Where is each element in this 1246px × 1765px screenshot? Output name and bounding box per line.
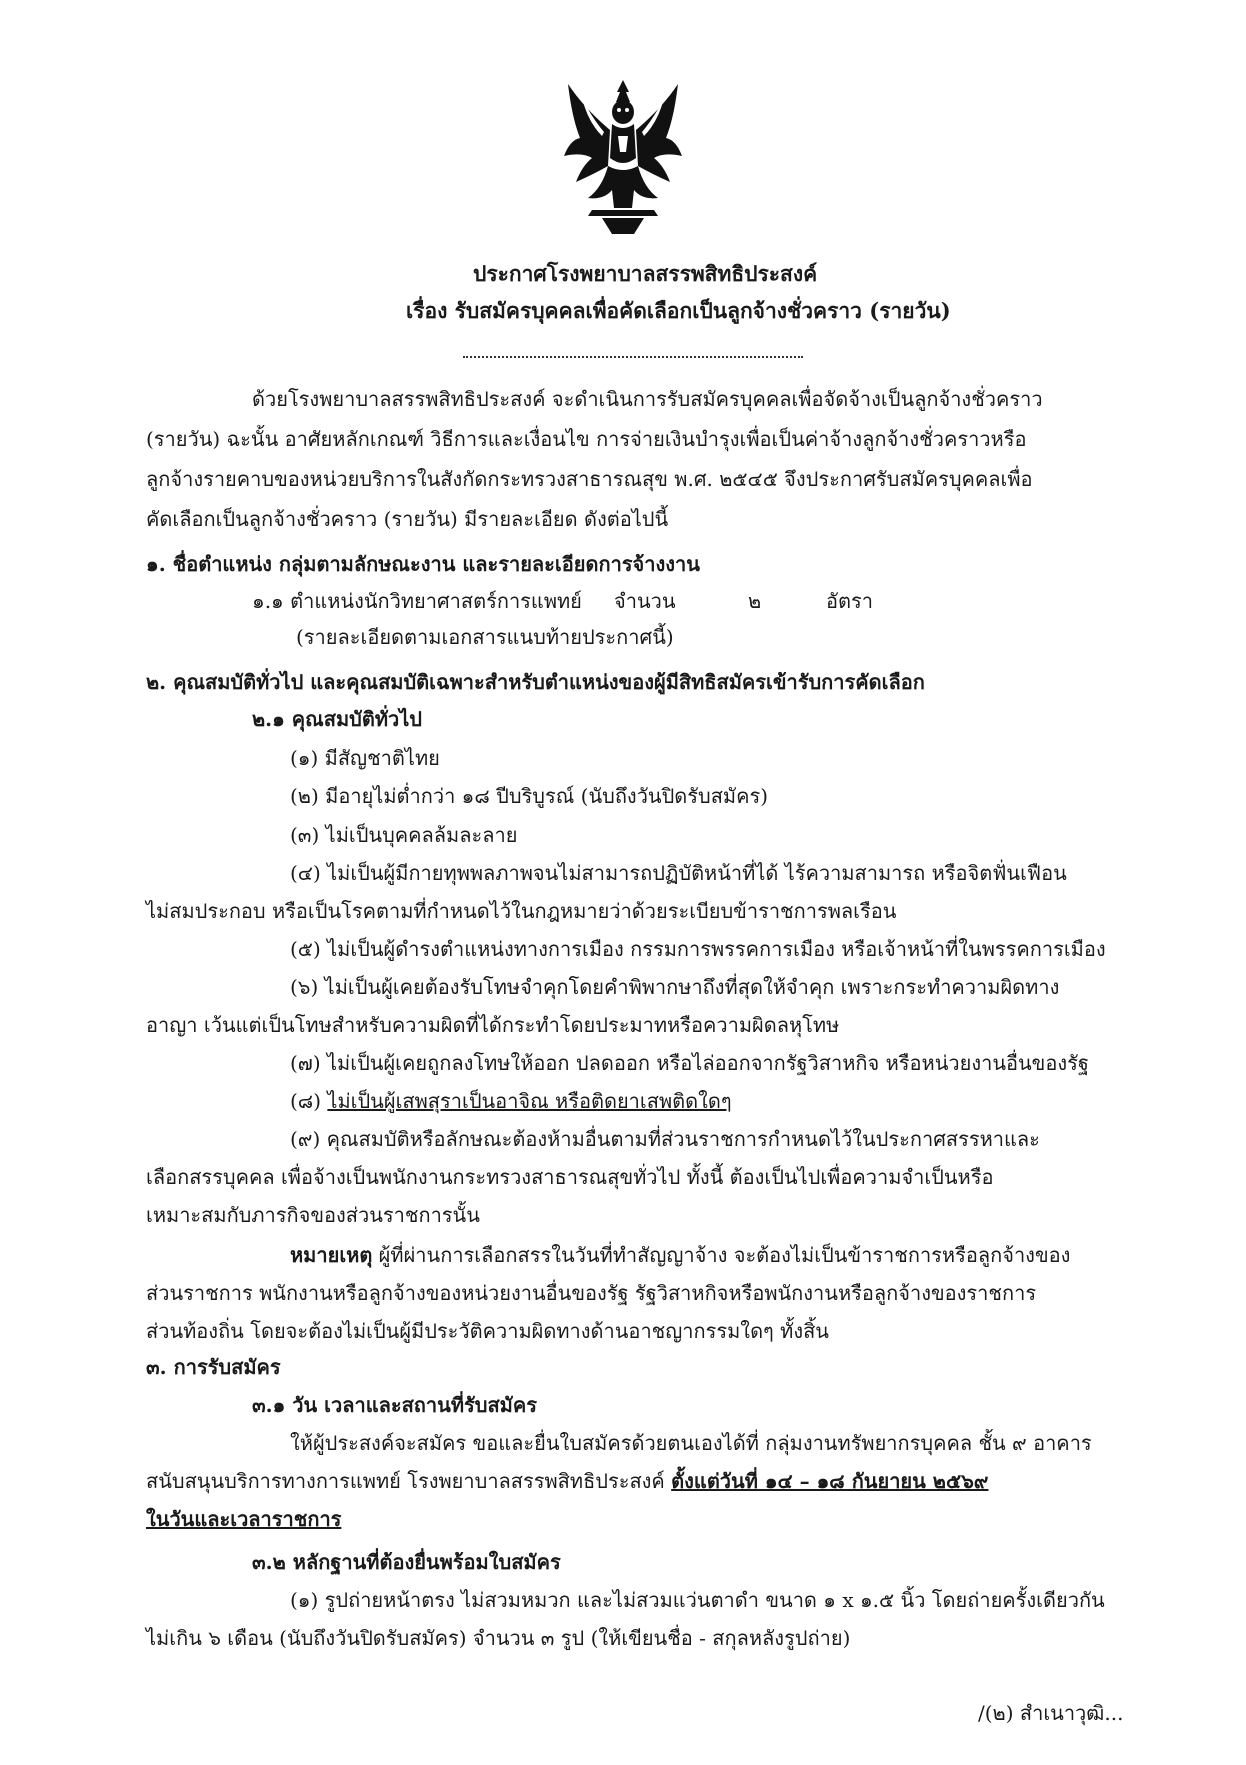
section3-p2-line2: ไม่เกิน ๖ เดือน (นับถึงวันปิดรับสมัคร) จำนวน ๓ รูป (ให้เขียนชื่อ - สกุลหลังรูปถ่าย) — [146, 1626, 851, 1650]
qualification-4a: (๔) ไม่เป็นผู้มีกายทุพพลภาพจนไม่สามารถปฏิบัติหน้าที่ได้ ไร้ความสามารถ หรือจิตฟั่นเฟือน — [290, 861, 1067, 885]
remark-line-2: ส่วนราชการ พนักงานหรือลูกจ้างของหน่วยงานอื่นของรัฐ รัฐวิสาหกิจหรือพนักงานหรือลูกจ้างของราชการ — [146, 1281, 1037, 1305]
section3-sub1: ๓.๑ วัน เวลาและสถานที่รับสมัคร — [252, 1393, 537, 1417]
qualification-9a: (๙) คุณสมบัติหรือลักษณะต้องห้ามอื่นตามที่ส่วนราชการกำหนดไว้ในประกาศสรรหาและ — [290, 1127, 1040, 1151]
announcement-subject: เรื่อง รับสมัครบุคคลเพื่อคัดเลือกเป็นลูกจ้างชั่วคราว (รายวัน) — [406, 298, 951, 323]
section1-count-label: จำนวน — [614, 589, 676, 613]
section1-count: ๒ — [748, 589, 762, 613]
section3-p1-line1: ให้ผู้ประสงค์จะสมัคร ขอและยื่นใบสมัครด้วยตนเองได้ที่ กลุ่มงานทรัพยากรบุคคล ชั้น ๙ อาคาร — [290, 1431, 1092, 1455]
remark-text: ผู้ที่ผ่านการเลือกสรรในวันที่ทำสัญญาจ้าง จะต้องไม่เป็นข้าราชการหรือลูกจ้างของ — [372, 1243, 1071, 1267]
intro-line-4: คัดเลือกเป็นลูกจ้างชั่วคราว (รายวัน) มีรายละเอียด ดังต่อไปนี้ — [146, 507, 669, 531]
intro-line-1: ด้วยโรงพยาบาลสรรพสิทธิประสงค์ จะดำเนินการรับสมัครบุคคลเพื่อจัดจ้างเป็นลูกจ้างชั่วคราว — [252, 387, 1043, 411]
qualification-9c: เหมาะสมกับภารกิจของส่วนราชการนั้น — [146, 1203, 480, 1227]
announcement-title: ประกาศโรงพยาบาลสรรพสิทธิประสงค์ — [473, 261, 818, 286]
qualification-6a: (๖) ไม่เป็นผู้เคยต้องรับโทษจำคุกโดยคำพิพากษาถึงที่สุดให้จำคุก เพราะกระทำความผิดทาง — [290, 975, 1060, 999]
remark-label: หมายเหตุ — [290, 1243, 373, 1267]
qualification-2: (๒) มีอายุไม่ต่ำกว่า ๑๘ ปีบริบูรณ์ (นับถึงวันปิดรับสมัคร) — [290, 784, 769, 808]
section1-heading: ๑. ชื่อตำแหน่ง กลุ่มตามลักษณะงาน และรายละเอียดการจ้างงาน — [146, 552, 700, 576]
section1-position: ๑.๑ ตำแหน่งนักวิทยาศาสตร์การแพทย์ — [252, 589, 582, 613]
garuda-emblem-icon — [562, 78, 684, 236]
application-hours: ในวันและเวลาราชการ — [146, 1507, 342, 1531]
section3-location: สนับสนุนบริการทางการแพทย์ โรงพยาบาลสรรพสิทธิประสงค์ — [146, 1469, 672, 1493]
qualification-8-number: (๘) — [290, 1089, 328, 1113]
section3-p2-line1: (๑) รูปถ่ายหน้าตรง ไม่สวมหมวก และไม่สวมแว่นตาดำ ขนาด ๑ x ๑.๕ นิ้ว โดยถ่ายครั้งเดียวกัน — [290, 1588, 1105, 1612]
continued-note: /(๒) สำเนาวุฒิ... — [978, 1701, 1124, 1725]
intro-line-2: (รายวัน) ฉะนั้น อาศัยหลักเกณฑ์ วิธีการและเงื่อนไข การจ่ายเงินบำรุงเพื่อเป็นค่าจ้างลูกจ้างชั่วคราวหรือ — [146, 427, 1027, 451]
qualification-3: (๓) ไม่เป็นบุคคลล้มละลาย — [290, 823, 518, 847]
qualification-6b: อาญา เว้นแต่เป็นโทษสำหรับความผิดที่ได้กระทำโดยประมาทหรือความผิดลหุโทษ — [146, 1013, 840, 1037]
section1-unit: อัตรา — [826, 589, 873, 613]
intro-line-3: ลูกจ้างรายคาบของหน่วยบริการในสังกัดกระทรวงสาธารณสุข พ.ศ. ๒๕๔๕ จึงประกาศรับสมัครบุคคลเพื่อ — [146, 467, 1033, 491]
qualification-9b: เลือกสรรบุคคล เพื่อจ้างเป็นพนักงานกระทรวงสาธารณสุขทั่วไป ทั้งนี้ ต้องเป็นไปเพื่อความจำเป็นหรือ — [146, 1165, 994, 1189]
section3-heading: ๓. การรับสมัคร — [146, 1355, 281, 1379]
qualification-1: (๑) มีสัญชาติไทย — [290, 746, 440, 770]
section3-p1-line2 — [146, 1466, 988, 1496]
qualification-5: (๕) ไม่เป็นผู้ดำรงตำแหน่งทางการเมือง กรรมการพรรคการเมือง หรือเจ้าหน้าที่ในพรรคการเมือง — [290, 937, 1106, 961]
qualification-7: (๗) ไม่เป็นผู้เคยถูกลงโทษให้ออก ปลดออก หรือไล่ออกจากรัฐวิสาหกิจ หรือหน่วยงานอื่นของรัฐ — [290, 1051, 1089, 1075]
section1-note: (รายละเอียดตามเอกสารแนบท้ายประกาศนี้) — [296, 625, 674, 649]
section2-heading: ๒. คุณสมบัติทั่วไป และคุณสมบัติเฉพาะสำหรับตำแหน่งของผู้มีสิทธิสมัครเข้ารับการคัดเลือก — [146, 670, 925, 694]
section3-sub2: ๓.๒ หลักฐานที่ต้องยื่นพร้อมใบสมัคร — [252, 1550, 561, 1574]
qualification-4b: ไม่สมประกอบ หรือเป็นโรคตามที่กำหนดไว้ในกฎหมายว่าด้วยระเบียบข้าราชการพลเรือน — [146, 899, 897, 923]
title-divider — [463, 356, 803, 358]
remark-line-1 — [290, 1240, 1070, 1270]
application-dates: ตั้งแต่วันที่ ๑๔ – ๑๘ กันยายน ๒๕๖๙ — [671, 1469, 989, 1493]
qualification-8 — [290, 1086, 732, 1116]
qualification-8-text: ไม่เป็นผู้เสพสุราเป็นอาจิณ หรือติดยาเสพติดใดๆ — [327, 1089, 732, 1113]
section2-sub: ๒.๑ คุณสมบัติทั่วไป — [252, 707, 422, 731]
remark-line-3: ส่วนท้องถิ่น โดยจะต้องไม่เป็นผู้มีประวัติความผิดทางด้านอาชญากรรมใดๆ ทั้งสิ้น — [146, 1319, 829, 1343]
